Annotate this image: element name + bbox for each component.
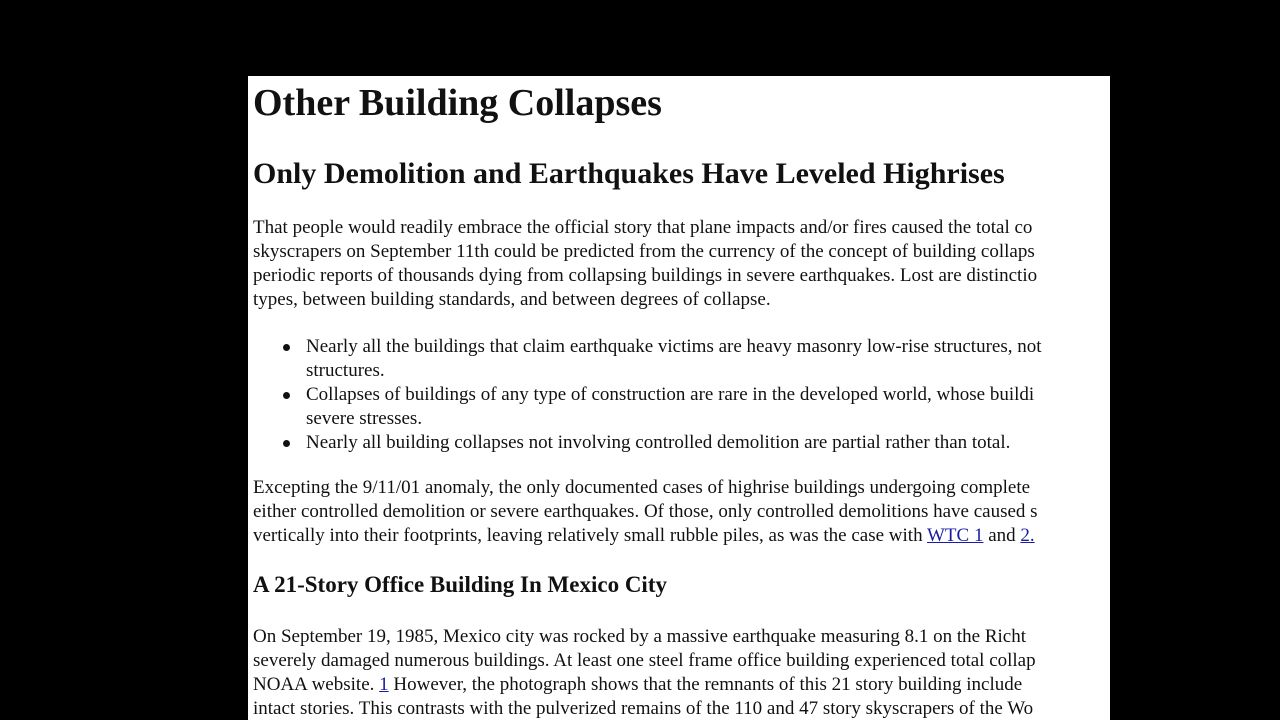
bullet-list	[253, 335, 1042, 455]
list-item-line: Nearly all the buildings that claim earthquake victims are heavy masonry low-rise structures, not	[306, 336, 1042, 357]
mexico-city-paragraph	[253, 625, 1036, 720]
paragraph-line: either controlled demolition or severe earthquakes. Of those, only controlled demolitions have caused s	[253, 501, 1038, 522]
wtc2-link[interactable]: 2.	[1020, 525, 1035, 546]
list-item	[253, 431, 1042, 455]
list-item-line: Collapses of buildings of any type of construction are rare in the developed world, whose buildi	[306, 384, 1035, 405]
list-item-line: structures.	[306, 360, 385, 381]
paragraph-line: On September 19, 1985, Mexico city was rocked by a massive earthquake measuring 8.1 on the Richt	[253, 626, 1026, 647]
paragraph-text: NOAA website.	[253, 674, 380, 695]
highrise-paragraph	[253, 476, 1038, 548]
list-item-line: severe stresses.	[306, 408, 423, 429]
intro-line: periodic reports of thousands dying from collapsing buildings in severe earthquakes. Lost are distinctio	[253, 265, 1038, 286]
paragraph-line	[253, 524, 1038, 548]
intro-line: types, between building standards, and between degrees of collapse.	[253, 289, 771, 310]
list-item	[253, 335, 1042, 383]
footnote-link[interactable]: 1	[379, 674, 389, 695]
paragraph-line: severely damaged numerous buildings. At least one steel frame office building experienced total collap	[253, 650, 1036, 671]
paragraph-text: However, the photograph shows that the remnants of this 21 story building include	[388, 674, 1023, 695]
paragraph-text: and	[983, 525, 1021, 546]
bullet-icon	[283, 344, 290, 351]
paragraph-line	[253, 673, 1036, 697]
wtc1-link[interactable]: WTC 1	[926, 525, 984, 546]
list-item-line: Nearly all building collapses not involving controlled demolition are partial rather than total.	[306, 432, 1011, 453]
section-heading: A 21-Story Office Building In Mexico City	[253, 572, 667, 597]
intro-line: That people would readily embrace the official story that plane impacts and/or fires caused the total co	[253, 217, 1033, 238]
page-subtitle: Only Demolition and Earthquakes Have Leveled Highrises	[253, 157, 1005, 190]
intro-paragraph	[253, 216, 1037, 312]
bullet-icon	[283, 440, 290, 447]
list-item	[253, 383, 1042, 431]
intro-line: skyscrapers on September 11th could be predicted from the currency of the concept of building collaps	[253, 241, 1035, 262]
bullet-icon	[283, 392, 290, 399]
page-title: Other Building Collapses	[253, 82, 662, 124]
paragraph-line: Excepting the 9/11/01 anomaly, the only documented cases of highrise buildings undergoing complete	[253, 477, 1031, 498]
web-page-viewport	[248, 76, 1110, 720]
paragraph-line: intact stories. This contrasts with the pulverized remains of the 110 and 47 story skyscrapers of the Wo	[253, 698, 1034, 719]
paragraph-text: vertically into their footprints, leaving relatively small rubble piles, as was the case with	[253, 525, 927, 546]
